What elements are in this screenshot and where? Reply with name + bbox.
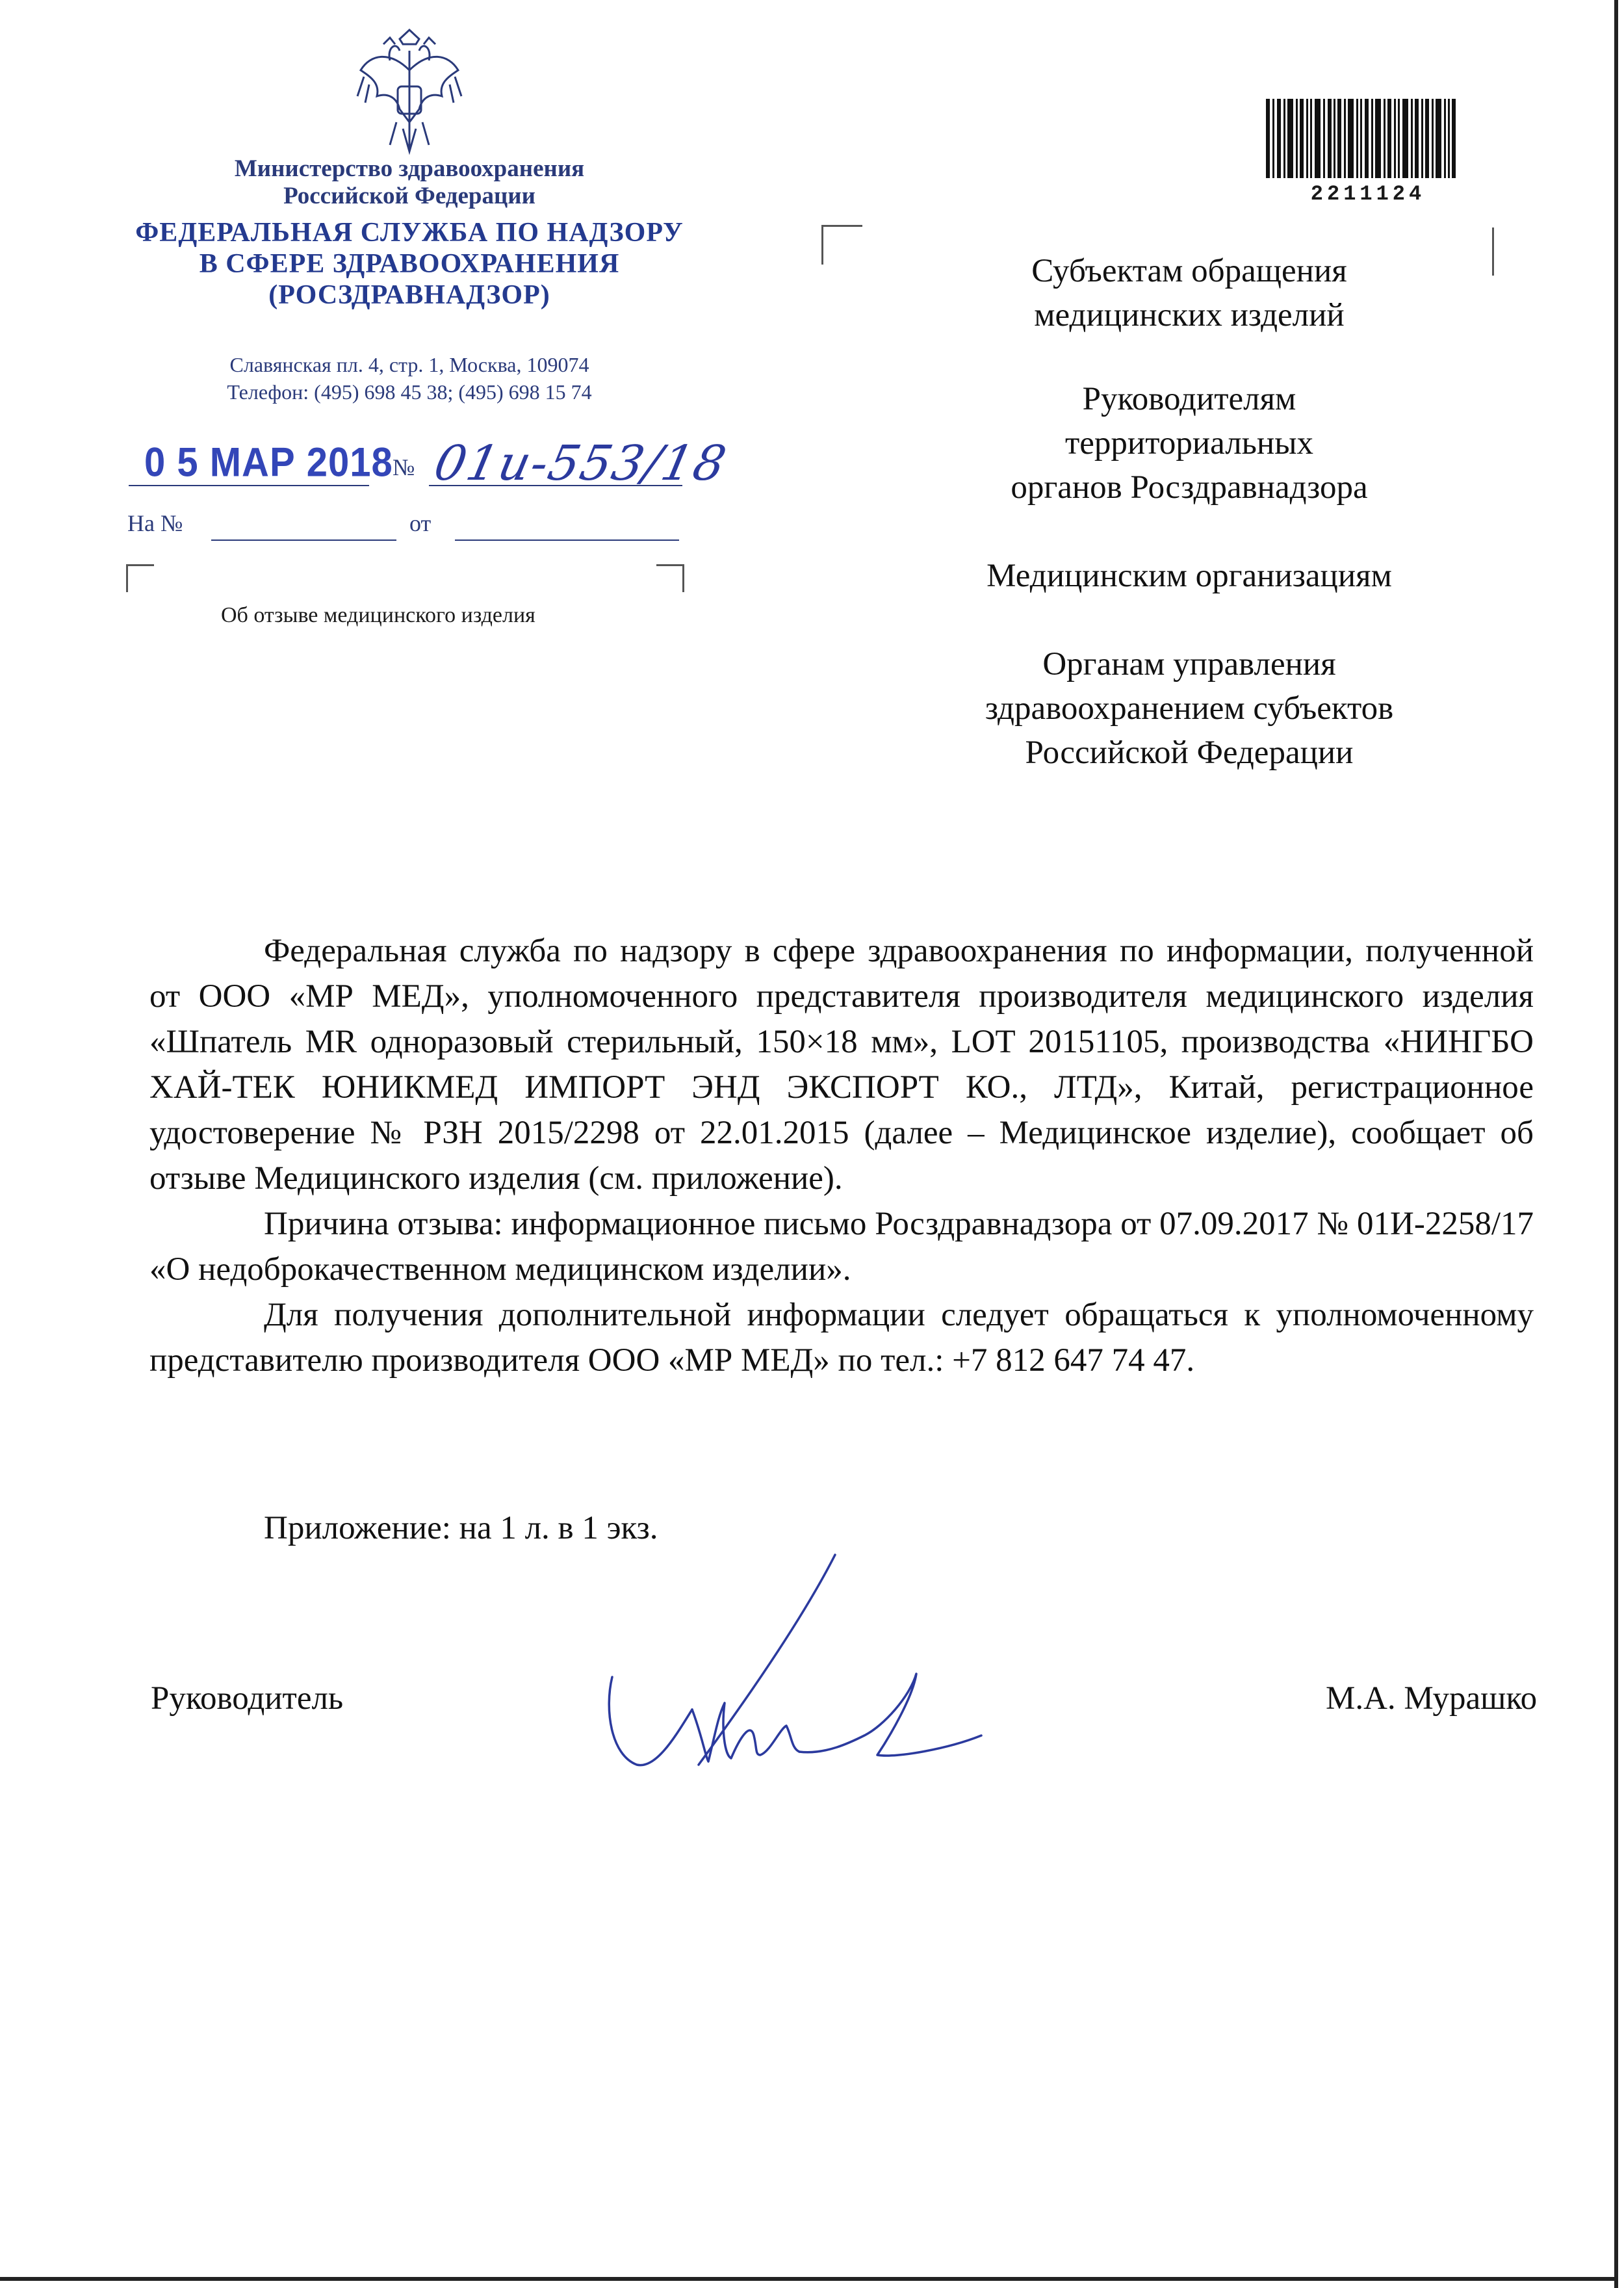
body-paragraph-1: Федеральная служба по надзору в сфере здравоохранения по информации, полученной от ООО «МР МЕД», уполномоченного представителя производителя медицинского изделия «Шпатель MR одноразовый стерильный, 150×18 мм», LOT 20151105, производства «НИНГБО ХАЙ-ТЕК ЮНИКМЕД ИМПОРТ ЭНД ЭКСПОРТ КО., ЛТД», Китай, регистрационное удостоверение № РЗН 2015/2298 от 22.01.2015 (далее – Медицинское изделие), сообщает об отзыве Медицинского изделия (см. приложение).	[149, 933, 1534, 1197]
addressee-block-2	[897, 377, 1482, 510]
agency-name-line3: (РОСЗДРАВНАДЗОР)	[268, 280, 550, 310]
handwritten-reg-number: 01и-553/18	[429, 436, 732, 491]
number-label: №	[393, 454, 415, 480]
body-paragraph-3: Для получения дополнительной информации следует обращаться к уполномоченному представителю производителя ООО «МР МЕД» по тел.: +7 812 647 74 47.	[149, 1297, 1534, 1379]
barcode-number: 2211124	[1310, 182, 1426, 206]
body-paragraph-2: Причина отзыва: информационное письмо Росздравнадзора от 07.09.2017 № 01И-2258/17 «О недоброкачественном медицинском изделии».	[149, 1206, 1534, 1288]
addressee-line: Медицинским организациям	[986, 558, 1392, 594]
address-line: Славянская пл. 4, стр. 1, Москва, 109074	[229, 353, 589, 376]
addressee-bracket-left	[821, 225, 862, 265]
addressee-line: Органам управления	[1042, 646, 1336, 682]
ministry-name-line2: Российской Федерации	[283, 183, 535, 209]
addressee-line: Субъектам обращения	[1031, 253, 1347, 289]
coat-of-arms-emblem	[351, 25, 468, 161]
addressee-line: Российской Федерации	[1025, 734, 1354, 771]
addressee-block-1	[897, 249, 1482, 337]
signer-name: М.А. Мурашко	[1326, 1680, 1538, 1717]
addressee-bracket-right	[1492, 228, 1494, 276]
addressee-line: территориальных	[1065, 425, 1313, 462]
page-bottom-edge	[0, 2277, 1618, 2281]
attachment-note: Приложение: на 1 л. в 1 экз.	[264, 1510, 658, 1546]
phone-line: Телефон: (495) 698 45 38; (495) 698 15 74	[227, 380, 592, 404]
handwritten-signature	[585, 1540, 988, 1814]
ministry-name-line1: Министерство здравоохранения	[234, 155, 585, 182]
reply-number-field	[211, 540, 396, 541]
page-right-edge	[1614, 0, 1618, 2288]
letter-body	[149, 928, 1534, 1383]
date-stamp: 0 5 МАР 2018	[144, 439, 393, 486]
barcode	[1266, 99, 1456, 178]
reply-to-label: На №	[127, 510, 183, 536]
addressee-block-4	[897, 642, 1482, 775]
agency-name-line1: ФЕДЕРАЛЬНАЯ СЛУЖБА ПО НАДЗОРУ	[135, 218, 684, 248]
addressee-line: здравоохранением субъектов	[985, 690, 1394, 727]
addressee-block-3	[897, 554, 1482, 598]
addressee-line: органов Росздравнадзора	[1011, 469, 1368, 506]
reply-date-field	[455, 540, 679, 541]
agency-name-line2: В СФЕРЕ ЗДРАВООХРАНЕНИЯ	[199, 249, 620, 279]
subject-line: Об отзыве медицинского изделия	[221, 603, 535, 627]
addressee-line: Руководителям	[1082, 381, 1296, 417]
subject-bracket-right	[656, 564, 684, 592]
subject-bracket-left	[126, 564, 154, 592]
from-label: от	[409, 510, 432, 536]
signer-title: Руководитель	[151, 1680, 344, 1717]
addressee-line: медицинских изделий	[1034, 297, 1345, 333]
